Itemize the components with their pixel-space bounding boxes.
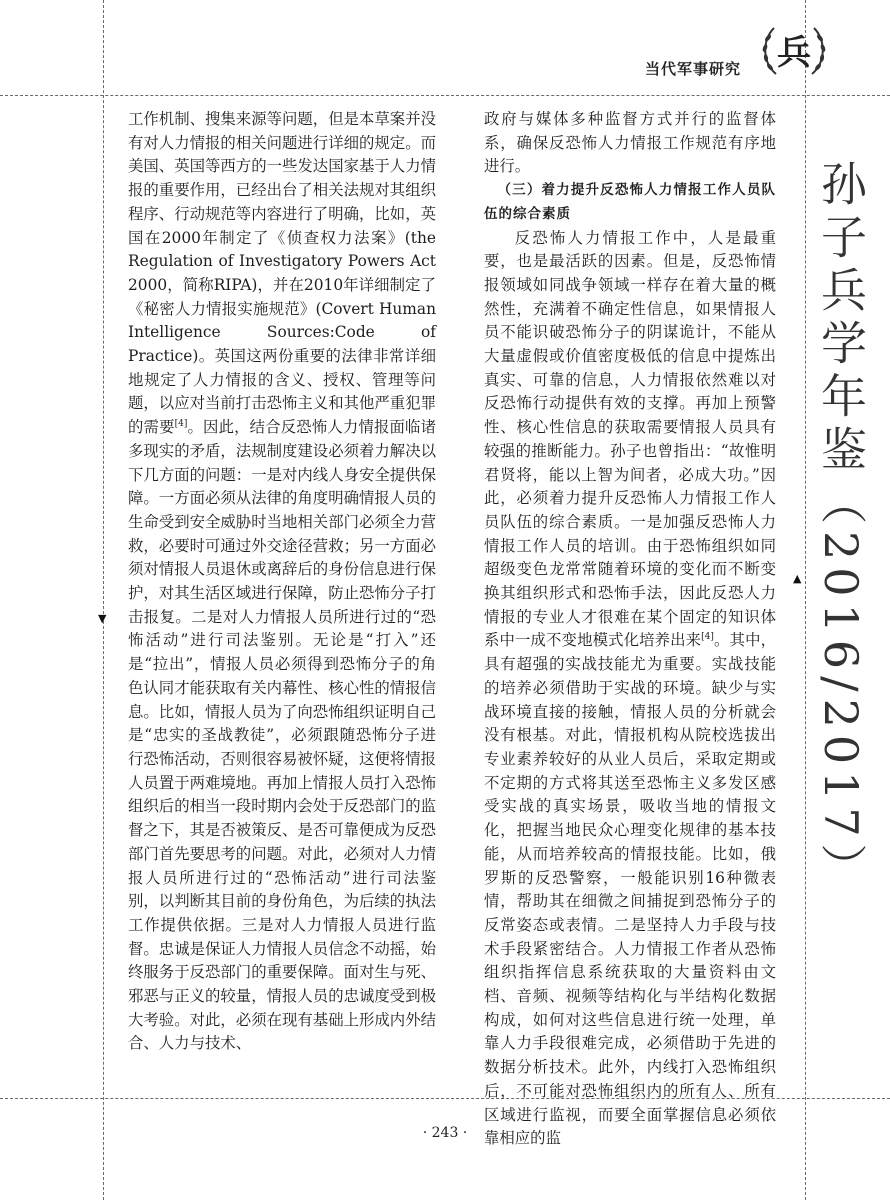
left-margin-line [103,0,104,1200]
page-number: · 243 · [422,1125,468,1141]
section-title: 当代军事研究 [645,60,742,78]
left-column [128,108,436,1056]
yearbook-emblem-icon [758,20,830,82]
citation-ref: [4] [174,419,188,430]
section-subheading: （三）着力提升反恐怖人力情报工作人员队伍的综合素质 [484,182,776,222]
arrow-down-icon: ▼ [98,612,107,625]
right-paragraph-text: 反恐怖人力情报工作中，人是最重要，也是最活跃的因素。但是，反恐怖情报领域如同战争领域一样存在着大量的概然性，充满着不确定性信息，如果情报人员不能识破恐怖分子的阴谋诡计，不能从大量虚假或价值密度极低的信息中提炼出真实、可靠的信息，人力情报依然难以对反恐怖行动提供有效的支撑。再加上预警性、核心性信息的获取需要情报人员具有较强的推断能力。孙子也曾指出：“故惟明君贤将，能以上智为间者，必成大功。”因此，必须着力提升反恐怖人力情报工作人员队伍的综合素质。一是加强反恐怖人力情报工作人员的培训。由于恐怖组织如同超级变色龙常常随着环境的变化而不断变换其组织形式和恐怖手法，因此反恐人力情报的专业人才很难在某个固定的知识体系中一成不变地模式化培养出来 [484,228,776,650]
right-column [484,108,776,1151]
left-paragraph-tail: 。因此，结合反恐怖人力情报面临诸多现实的矛盾，法规制度建设必须着力解决以下几方面的问题：一是对内线人身安全提供保障。一方面必须从法律的角度明确情报人员的生命受到安全威胁时当地相关部门必须全力营救，必要时可通过外交途径营救；另一方面必须对情报人员退休或离辞后的身份信息进行保护，对其生活区域进行保障，防止恐怖分子打击报复。二是对人力情报人员所进行过的“恐怖活动”进行司法鉴别。无论是“打入”还是“拉出”，情报人员必须得到恐怖分子的角色认同才能获取有关内幕性、核心性的情报信息。比如，情报人员为了向恐怖组织证明自己是“忠实的圣战教徒”，必须跟随恐怖分子进行恐怖活动，否则很容易被怀疑，这便将情报人员置于两难境地。再加上情报人员打入恐怖组织后的相当一段时期内会处于反恐部门的监督之下，其是否被策反、是否可靠便成为反恐部门首先要思考的问题。对此，必须对人力情报人员所进行过的“恐怖活动”进行司法鉴别，以判断其目前的身份角色，为后续的执法工作提供依据。三是对人力情报人员进行监督。忠诚是保证人力情报人员信念不动摇，始终服务于反恐部门的重要保障。面对生与死、邪恶与正义的较量，情报人员的忠诚度受到极大考验。对此，必须在现有基础上形成内外结合、人力与技术、 [128,418,436,1053]
emblem-glyph: 兵 [777,33,811,73]
right-paragraph [484,227,776,1151]
right-paragraph-tail: 。其中，具有超强的实战技能尤为重要。实战技能的培养必须借助于实战的环境。缺少与实战环境直接的接触，情报人员的分析就会没有根基。对此，情报机构从院校选拔出专业素养较好的从业人员后，采取定期或不定期的方式将其送至恐怖主义多发区感受实战的真实场景，吸收当地的情报文化，把握当地民众心理变化规律的基本技能，从而培养较高的情报技能。比如，俄罗斯的反恐警察，一般能识别16种微表情，帮助其在细微之间捕捉到恐怖分子的反常姿态或表情。二是坚持人力手段与技术手段紧密结合。人力情报工作者从恐怖组织指挥信息系统获取的大量资料由文档、音频、视频等结构化与半结构化数据构成，如何对这些信息进行统一处理，单靠人力手段很难完成，必须借助于先进的数据分析技术。此外，内线打入恐怖组织后，不可能对恐怖组织内的所有人、所有区域进行监视，而要全面掌握信息必须依靠相应的监 [484,631,776,1148]
left-paragraph-text: 工作机制、搜集来源等问题，但是本草案并没有对人力情报的相关问题进行详细的规定。而美国、英国等西方的一些发达国家基于人力情报的重要作用，已经出台了相关法规对其组织程序、行动规范等内容进行了明确，比如，英国在2000年制定了《侦查权力法案》(the Regulation of Investigatory Powers Act 2000，简称RIPA)，并在2010年详细制定了《秘密人力情报实施规范》(Covert Human Intelligence Sources:Code of Practice)。英国这两份重要的法律非常详细地规定了人力情报的含义、授权、管理等问题，以应对当前打击恐怖主义和其他严重犯罪的需要 [128,110,436,437]
citation-ref: [4] [701,632,714,643]
left-paragraph [128,108,436,1056]
right-paragraph-intro: 政府与媒体多种监督方式并行的监督体系，确保反恐怖人力情报工作规范有序地进行。 [484,110,776,176]
book-title: 孙子兵学年鉴（2016/2017） [814,160,868,897]
arrow-up-icon: ▲ [793,572,802,585]
header-rule [0,95,890,96]
